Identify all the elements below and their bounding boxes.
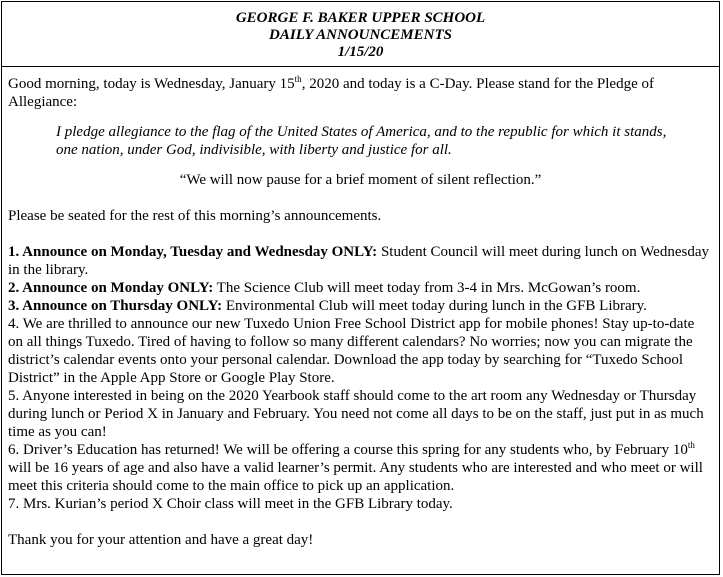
closing-text: Thank you for your attention and have a great day! (8, 532, 314, 548)
announcement-lead: 3. Announce on Thursday ONLY: (8, 298, 223, 314)
announcement-superscript: th (687, 440, 695, 450)
seated-text: Please be seated for the rest of this morning’s announcements. (8, 208, 382, 224)
announcement-text: 6. Driver’s Education has returned! We will be offering a course this spring for any students who, by February 10 (8, 442, 688, 458)
reflection-text: “We will now pause for a brief moment of silent reflection.” (179, 172, 542, 188)
announcements-document (1, 1, 720, 575)
document-header (2, 2, 719, 67)
announcement-item (8, 279, 713, 297)
announcement-item (8, 441, 713, 495)
announcement-item (8, 297, 713, 315)
document-title: DAILY ANNOUNCEMENTS (269, 27, 452, 43)
document-body (2, 67, 719, 549)
announcement-item: 4. We are thrilled to announce our new Tuxedo Union Free School District app for mobile phones! Stay up-to-date on all things Tuxedo. Tired of having to follow so many different calendars? No worries; now you can migrate the district’s calendar events onto your personal calendar. Download the app today by searching for “Tuxedo School District” in the Apple App Store or Google Play Store. (8, 316, 695, 386)
announcement-lead: 2. Announce on Monday ONLY: (8, 280, 214, 296)
announcement-text: Environmental Club will meet today during lunch in the GFB Library. (222, 298, 647, 314)
announcement-item: 5. Anyone interested in being on the 2020 Yearbook staff should come to the art room any Wednesday or Thursday during lunch or Period X in January and February. You need not come all days to be on the staff, just put in as much time as you can! (8, 388, 704, 440)
announcement-text: The Science Club will meet today from 3-4 in Mrs. McGowan’s room. (213, 280, 641, 296)
intro-text: Good morning, today is Wednesday, January 15 (8, 76, 295, 92)
announcement-lead: 1. Announce on Monday, Tuesday and Wednesday ONLY: (8, 244, 378, 260)
intro-text-cont: , 2020 and today is a C-Day. Please stand for the Pledge of Allegiance: (8, 76, 654, 110)
document-date: 1/15/20 (337, 44, 384, 60)
school-name: GEORGE F. BAKER UPPER SCHOOL (235, 10, 486, 26)
announcement-text-cont: will be 16 years of age and also have a valid learner’s permit. Any students who are interested and who meet or will meet this criteria should come to the main office to pick up an application. (8, 460, 703, 494)
announcement-item: 7. Mrs. Kurian’s period X Choir class will meet in the GFB Library today. (8, 496, 453, 512)
intro-paragraph (8, 75, 713, 111)
announcement-item (8, 243, 713, 279)
pledge-text: I pledge allegiance to the flag of the United States of America, and to the republic for which it stands, one nation, under God, indivisible, with liberty and justice for all. (56, 124, 667, 158)
intro-superscript: th (294, 74, 302, 84)
announcement-text: Student Council will meet during lunch on Wednesday in the library. (8, 244, 709, 278)
